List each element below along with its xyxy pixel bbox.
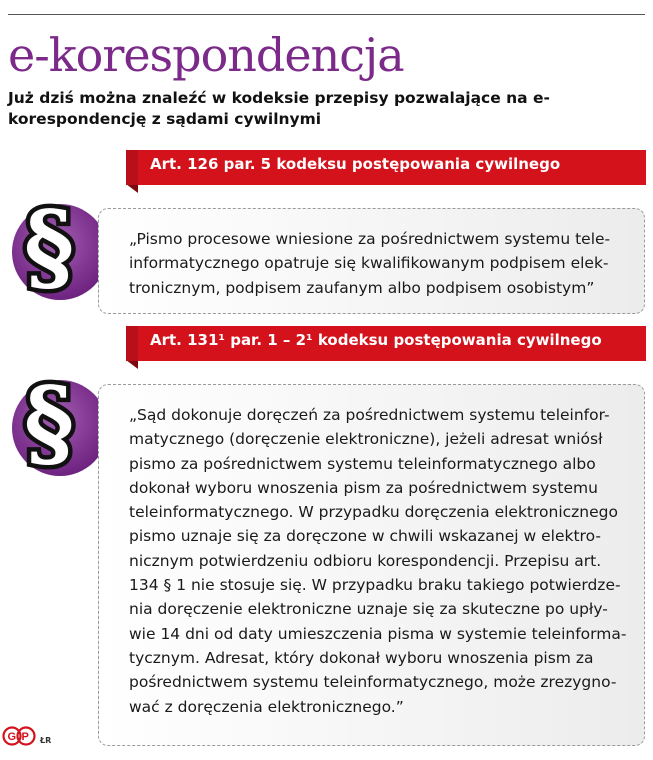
- svg-text:§: §: [24, 196, 75, 303]
- article-1-quote: [129, 227, 634, 300]
- quote-line: nicznym potwierdzeniu odbioru korespondencji. Przepisu art.: [129, 551, 602, 570]
- article-1-quote-box: [98, 208, 645, 314]
- quote-line: pośrednictwem systemu teleinformatycznego, może zrezygno-: [129, 673, 617, 692]
- author-credit: ŁR: [40, 736, 52, 745]
- paragraph-section-icon: [4, 196, 112, 304]
- gp-logo-icon: [2, 726, 36, 750]
- quote-line: tycznym. Adresat, który dokonał wyboru wnoszenia pism za: [129, 648, 594, 667]
- quote-line: 134 § 1 nie stosuje się. W przypadku braku takiego potwierdze-: [129, 576, 621, 595]
- svg-text:P: P: [21, 731, 29, 743]
- quote-line: „Pismo procesowe wniesione za pośrednictwem systemu tele-: [129, 230, 611, 248]
- quote-line: wie 14 dni od daty umieszczenia pisma w systemie teleinforma-: [129, 624, 627, 643]
- quote-line: matycznego (doręczenie elektroniczne), jeżeli adresat wniósł: [129, 430, 603, 449]
- paragraph-section-icon: [4, 372, 112, 480]
- page-subtitle: Już dziś można znaleźć w kodeksie przepisy pozwalające na e-korespondencję z sądami cywilnymi: [8, 89, 550, 128]
- svg-text:G: G: [7, 731, 17, 743]
- quote-line: dokonał wyboru wnoszenia pism za pośrednictwem systemu: [129, 478, 598, 497]
- quote-line: tronicznym, podpisem zaufanym albo podpisem osobistym”: [129, 278, 595, 297]
- article-2-quote: [129, 403, 634, 719]
- quote-line: pismo za pośrednictwem systemu teleinformatycznego albo: [129, 454, 596, 473]
- quote-line: pismo uznaje się za doręczone w chwili wskazanej w elektro-: [129, 527, 601, 546]
- article-2-quote-box: [98, 384, 645, 746]
- quote-line: wać z doręczenia elektronicznego.”: [129, 697, 404, 716]
- svg-text:§: §: [24, 372, 75, 479]
- article-1-banner: [126, 150, 646, 193]
- article-1-heading: Art. 126 par. 5 kodeksu postępowania cywilnego: [150, 155, 561, 173]
- article-2-banner: [126, 326, 646, 369]
- page-title: e-korespondencja: [8, 28, 404, 82]
- quote-line: teleinformatycznego. W przypadku doręczenia elektronicznego: [129, 503, 618, 522]
- quote-line: informatycznego opatruje się kwalifikowanym podpisem elek-: [129, 254, 609, 273]
- article-2-heading: Art. 131¹ par. 1 – 2¹ kodeksu postępowania cywilnego: [150, 331, 602, 349]
- quote-line: nia doręczenie elektroniczne uznaje się za skuteczne po upły-: [129, 600, 608, 619]
- quote-line: „Sąd dokonuje doręczeń za pośrednictwem systemu teleinfor-: [129, 406, 610, 424]
- top-rule: [8, 14, 645, 15]
